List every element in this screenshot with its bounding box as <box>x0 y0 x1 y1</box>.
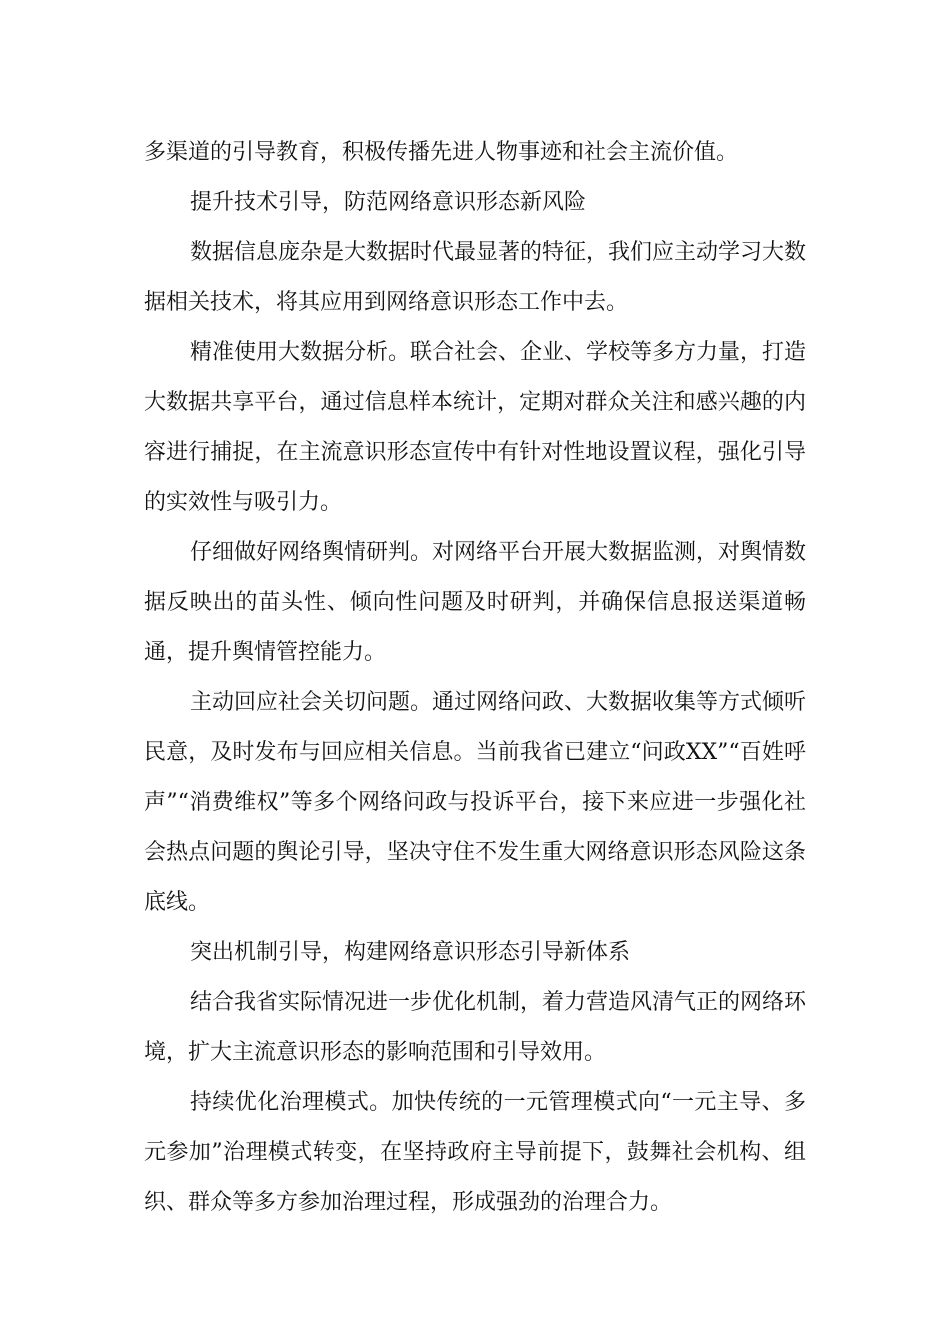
paragraph-5: 仔细做好网络舆情研判。对网络平台开展大数据监测，对舆情数据反映出的苗头性、倾向性问题及时研判，并确保信息报送渠道畅通，提升舆情管控能力。 <box>144 540 807 665</box>
paragraph-3: 数据信息庞杂是大数据时代最显著的特征，我们应主动学习大数据相关技术，将其应用到网络意识形态工作中去。 <box>144 240 807 315</box>
section-heading-mechanism-guidance: 突出机制引导，构建网络意识形态引导新体系 <box>190 940 631 965</box>
paragraph-4: 精准使用大数据分析。联合社会、企业、学校等多方力量，打造大数据共享平台，通过信息样本统计，定期对群众关注和感兴趣的内容进行捕捉，在主流意识形态宣传中有针对性地设置议程，强化引导的实效性与吸引力。 <box>144 340 807 515</box>
paragraph-1: 多渠道的引导教育，积极传播先进人物事迹和社会主流价值。 <box>144 140 739 165</box>
paragraph-9: 持续优化治理模式。加快传统的一元管理模式向“一元主导、多元参加”治理模式转变，在坚持政府主导前提下，鼓舞社会机构、组织、群众等多方参加治理过程，形成强劲的治理合力。 <box>144 1090 806 1215</box>
paragraph-8: 结合我省实际情况进一步优化机制，着力营造风清气正的网络环境，扩大主流意识形态的影响范围和引导效用。 <box>144 990 807 1065</box>
document-body <box>144 128 806 1228</box>
section-heading-tech-guidance: 提升技术引导，防范网络意识形态新风险 <box>190 190 587 215</box>
paragraph-6: 主动回应社会关切问题。通过网络问政、大数据收集等方式倾听民意，及时发布与回应相关信息。当前我省已建立“问政XX”“百姓呼声”“消费维权”等多个网络问政与投诉平台，接下来应进一步强化社会热点问题的舆论引导，坚决守住不发生重大网络意识形态风险这条底线。 <box>144 690 807 915</box>
